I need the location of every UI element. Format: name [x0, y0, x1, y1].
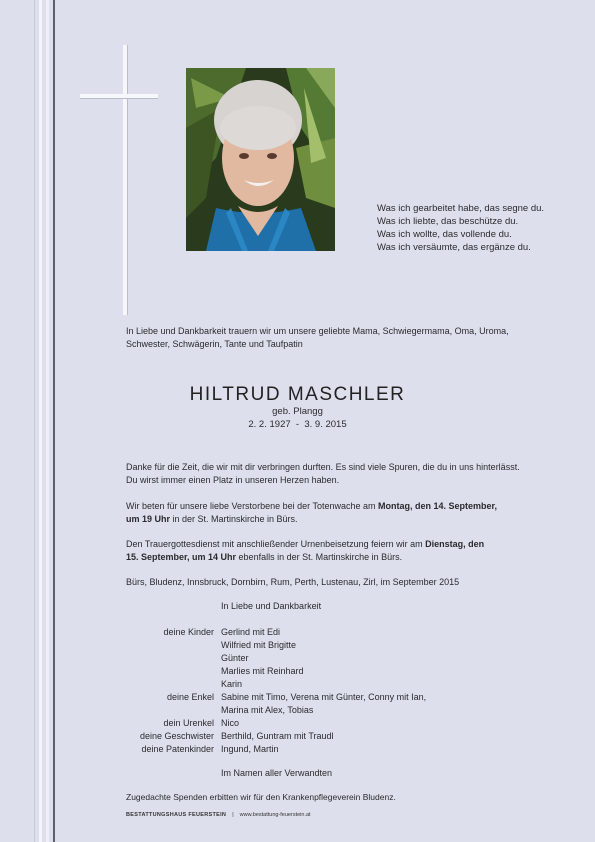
birth-name: geb. Plangg [272, 406, 323, 417]
family-value: Karin [221, 679, 243, 689]
poem-line: Was ich gearbeitet habe, das segne du. [377, 203, 545, 214]
family-label: dein Urenkel [163, 718, 214, 728]
funeral-home-name: BESTATTUNGSHAUS FEUERSTEIN [126, 812, 227, 818]
family-outro: Im Namen aller Verwandten [221, 768, 333, 778]
footer-separator: | [232, 812, 234, 818]
vigil-text [126, 500, 497, 526]
family-label: deine Geschwister [139, 731, 214, 741]
thanks-text [126, 461, 520, 487]
vigil-time: um 19 Uhr [126, 514, 171, 524]
family-value: Berthild, Guntram mit Traudl [221, 731, 334, 741]
service-text-pre: Den Trauergottesdienst mit anschließender Urnenbeisetzung feiern wir am [126, 539, 426, 549]
service-day: Dienstag, den [425, 539, 485, 549]
poem-line: Was ich wollte, das vollende du. [377, 229, 512, 240]
family-value: Sabine mit Timo, Verena mit Günter, Conny mit Ian, [221, 692, 427, 702]
service-date-time: 15. September, um 14 Uhr [126, 552, 237, 562]
thanks-line: Danke für die Zeit, die wir mit dir verbringen durften. Es sind viele Spuren, die du in uns hinterlässt. [126, 462, 520, 472]
family-value: Marina mit Alex, Tobias [221, 705, 314, 715]
family-value: Ingund, Martin [221, 744, 279, 754]
family-value: Günter [221, 653, 249, 663]
poem-line: Was ich versäumte, das ergänze du. [377, 242, 531, 253]
portrait-photo [186, 68, 335, 251]
family-intro: In Liebe und Dankbarkeit [221, 601, 322, 611]
intro-text [126, 325, 509, 351]
family-label: deine Patenkinder [141, 744, 214, 754]
family-label: deine Kinder [163, 627, 214, 637]
family-value: Wilfried mit Brigitte [221, 640, 297, 650]
vigil-text-post: in der St. Martinskirche in Bürs. [170, 514, 298, 524]
family-value: Gerlind mit Edi [221, 627, 281, 637]
life-dates: 2. 2. 1927 - 3. 9. 2015 [248, 419, 347, 430]
poem [377, 202, 544, 254]
thanks-line: Du wirst immer einen Platz in unseren Herzen haben. [126, 475, 340, 485]
vigil-text-pre: Wir beten für unsere liebe Verstorbene bei der Totenwache am [126, 501, 378, 511]
donations-note: Zugedachte Spenden erbitten wir für den Krankenpflegeverein Bludenz. [126, 792, 396, 802]
family-value: Marlies mit Reinhard [221, 666, 304, 676]
service-text [126, 538, 484, 564]
deceased-name: HILTRUD MASCHLER [189, 384, 406, 405]
family-label: deine Enkel [166, 692, 214, 702]
poem-line: Was ich liebte, das beschütze du. [377, 216, 519, 227]
website-link[interactable]: www.bestattung-feuerstein.at [239, 812, 311, 818]
places-line: Bürs, Bludenz, Innsbruck, Dornbirn, Rum, Perth, Lustenau, Zirl, im September 2015 [126, 577, 460, 587]
cross-icon [123, 45, 127, 315]
cross-icon [80, 94, 158, 98]
intro-line: Schwester, Schwägerin, Tante und Taufpatin [126, 339, 303, 349]
family-value: Nico [221, 718, 240, 728]
service-text-post: ebenfalls in der St. Martinskirche in Bürs. [236, 552, 403, 562]
intro-line: In Liebe und Dankbarkeit trauern wir um unsere geliebte Mama, Schwiegermama, Oma, Uroma, [126, 326, 509, 336]
footer [126, 812, 311, 818]
vigil-date: Montag, den 14. September, [377, 501, 498, 511]
